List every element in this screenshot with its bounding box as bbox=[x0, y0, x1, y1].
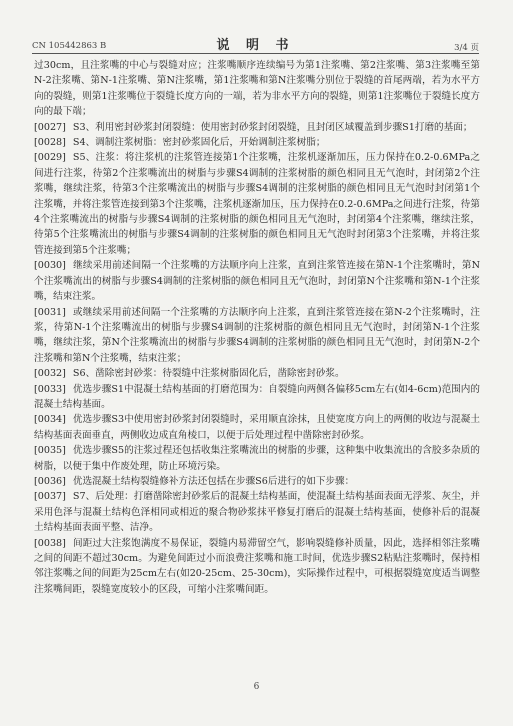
paragraph-text: 间距过大注浆饱满度不易保证，裂缝内易滞留空气，影响裂缝修补质量，因此，选择相邻注浆嘴之间的间距不超过30cm。为避免间距过小而浪费注浆嘴和施工时间，优选步骤S2粘贴注浆嘴时，保持相邻注浆嘴之间的间距为25cm左右(如20-25cm、25-30cm)，实际操作过程中，可根据裂缝宽度适当调整注浆嘴间距，裂缝宽度较小的区段，可缩小注浆嘴间距。 bbox=[34, 537, 480, 595]
paragraph-text: 或继续采用前述间隔一个注浆嘴的方法顺序向上注浆，直到注浆管连接在第N-2个注浆嘴时，注浆，待第N-1个注浆嘴流出的树脂与步骤S4调制的注浆树脂的颜色相同且无气泡时，封闭第N-1个注浆嘴，继续注浆，第N个注浆嘴流出的树脂与步骤S4调制的注浆树脂的颜色相同且无气泡时，封闭第N-2个注浆嘴和第N个注浆嘴，结束注浆； bbox=[34, 306, 480, 364]
paragraph-text: S6、凿除密封砂浆：待裂缝中注浆树脂固化后，凿除密封砂浆。 bbox=[72, 368, 345, 380]
paragraph-number: [0035] bbox=[34, 445, 66, 457]
paragraph-number: [0027] bbox=[34, 121, 66, 133]
page-count: 3/4 页 bbox=[454, 43, 479, 53]
paragraph-text: 过30cm，且注浆嘴的中心与裂缝对应；注浆嘴顺序连续编号为第1注浆嘴、第2注浆嘴、第3注浆嘴至第N-2注浆嘴、第N-1注浆嘴、第N注浆嘴，第1注浆嘴和第N注浆嘴分别位于裂缝的首尾两端，若为水平方向的裂缝，则第1注浆嘴位于裂缝长度方向的一端，若为非水平方向的裂缝，则第1注浆嘴位于裂缝长度方向的最下端； bbox=[34, 60, 480, 118]
paragraph-number: [0037] bbox=[34, 491, 66, 503]
paragraph bbox=[34, 366, 480, 381]
paragraph bbox=[34, 489, 480, 535]
paragraph-text: S4、调制注浆树脂：密封砂浆固化后，开始调制注浆树脂； bbox=[72, 137, 326, 149]
paragraph bbox=[34, 474, 480, 489]
paragraph-text: 优选混凝土结构裂缝修补方法还包括在步骤S6后进行的如下步骤： bbox=[72, 475, 355, 487]
paragraph-text: 继续采用前述间隔一个注浆嘴的方法顺序向上注浆，直到注浆管连接在第N-1个注浆嘴时，第N个注浆嘴流出的树脂与步骤S4调制的注浆树脂的颜色相同且无气泡时，封闭第N个注浆嘴和第N-1个注浆嘴，结束注浆。 bbox=[34, 260, 480, 303]
paragraph-number: [0033] bbox=[34, 383, 66, 395]
paragraph-text: 优选步骤S5的注浆过程还包括收集注浆嘴流出的树脂的步骤，这种集中收集流出的含胶多杂质的树脂，以便于集中作废处理，防止环境污染。 bbox=[34, 445, 480, 472]
description-body bbox=[34, 58, 480, 597]
page-number: 6 bbox=[253, 682, 260, 692]
paragraph bbox=[34, 58, 480, 120]
paragraph-text: 优选步骤S1中混凝土结构基面的打磨范围为：自裂缝向两侧各偏移5cm左右(如4-6cm)范围内的混凝土结构基面。 bbox=[34, 383, 480, 410]
paragraph-number: [0034] bbox=[34, 414, 66, 426]
paragraph bbox=[34, 258, 480, 304]
paragraph bbox=[34, 120, 480, 135]
paragraph-text: S3、利用密封砂浆封闭裂缝：使用密封砂浆封闭裂缝，且封闭区域覆盖到步骤S1打磨的基面； bbox=[72, 121, 473, 133]
paragraph-number: [0032] bbox=[34, 368, 66, 380]
paragraph bbox=[34, 135, 480, 150]
paragraph-text: S5、注浆：将注浆机的注浆管连接第1个注浆嘴，注浆机逐渐加压，压力保持在0.2-0.6MPa之间进行注浆，待第2个注浆嘴流出的树脂与步骤S4调制的注浆树脂的颜色相同且无气泡时，封闭第2个注浆嘴，继续注浆，待第3个注浆嘴流出的树脂与步骤S4调制的注浆树脂的颜色相同且无气泡时封闭第1个注浆嘴，并将注浆管连接到第3个注浆嘴，注浆机逐渐加压，压力保持在0.2-0.6MPa之间进行注浆，待第4个注浆嘴流出的树脂与步骤S4调制的注浆树脂的颜色相同且无气泡时，封闭第4个注浆嘴，继续注浆，待第5个注浆嘴流出的树脂与步骤S4调制的注浆树脂的颜色相同且无气泡时封闭第3个注浆嘴，并将注浆管连接到第5个注浆嘴； bbox=[34, 152, 480, 256]
paragraph-number: [0036] bbox=[34, 475, 66, 487]
header-rule bbox=[32, 53, 479, 54]
paragraph bbox=[34, 382, 480, 413]
paragraph bbox=[34, 443, 480, 474]
paragraph bbox=[34, 150, 480, 258]
page-header bbox=[32, 34, 479, 52]
paragraph-text: 优选步骤S3中使用密封砂浆封闭裂缝时，采用顺直涂抹，且使宽度方向上的两侧的收边与混凝土结构基面表面垂直，两侧收边成直角棱口，以便于后处理过程中凿除密封砂浆。 bbox=[34, 414, 480, 441]
paragraph-number: [0038] bbox=[34, 537, 66, 549]
paragraph-number: [0030] bbox=[34, 260, 66, 272]
paragraph bbox=[34, 305, 480, 367]
paragraph bbox=[34, 536, 480, 598]
paragraph-number: [0028] bbox=[34, 137, 66, 149]
publication-number: CN 105442863 B bbox=[32, 41, 107, 51]
paragraph bbox=[34, 412, 480, 443]
paragraph-number: [0031] bbox=[34, 306, 66, 318]
section-title: 说 明 书 bbox=[216, 38, 295, 53]
paragraph-number: [0029] bbox=[34, 152, 66, 164]
paragraph-text: S7、后处理：打磨凿除密封砂浆后的混凝土结构基面，使混凝土结构基面表面无浮浆、灰尘，并采用色泽与混凝土结构色泽相同或相近的聚合物砂浆抹平修复打磨后的混凝土结构基面，使修补后的混凝土结构基面表面平整、洁净。 bbox=[34, 491, 480, 534]
